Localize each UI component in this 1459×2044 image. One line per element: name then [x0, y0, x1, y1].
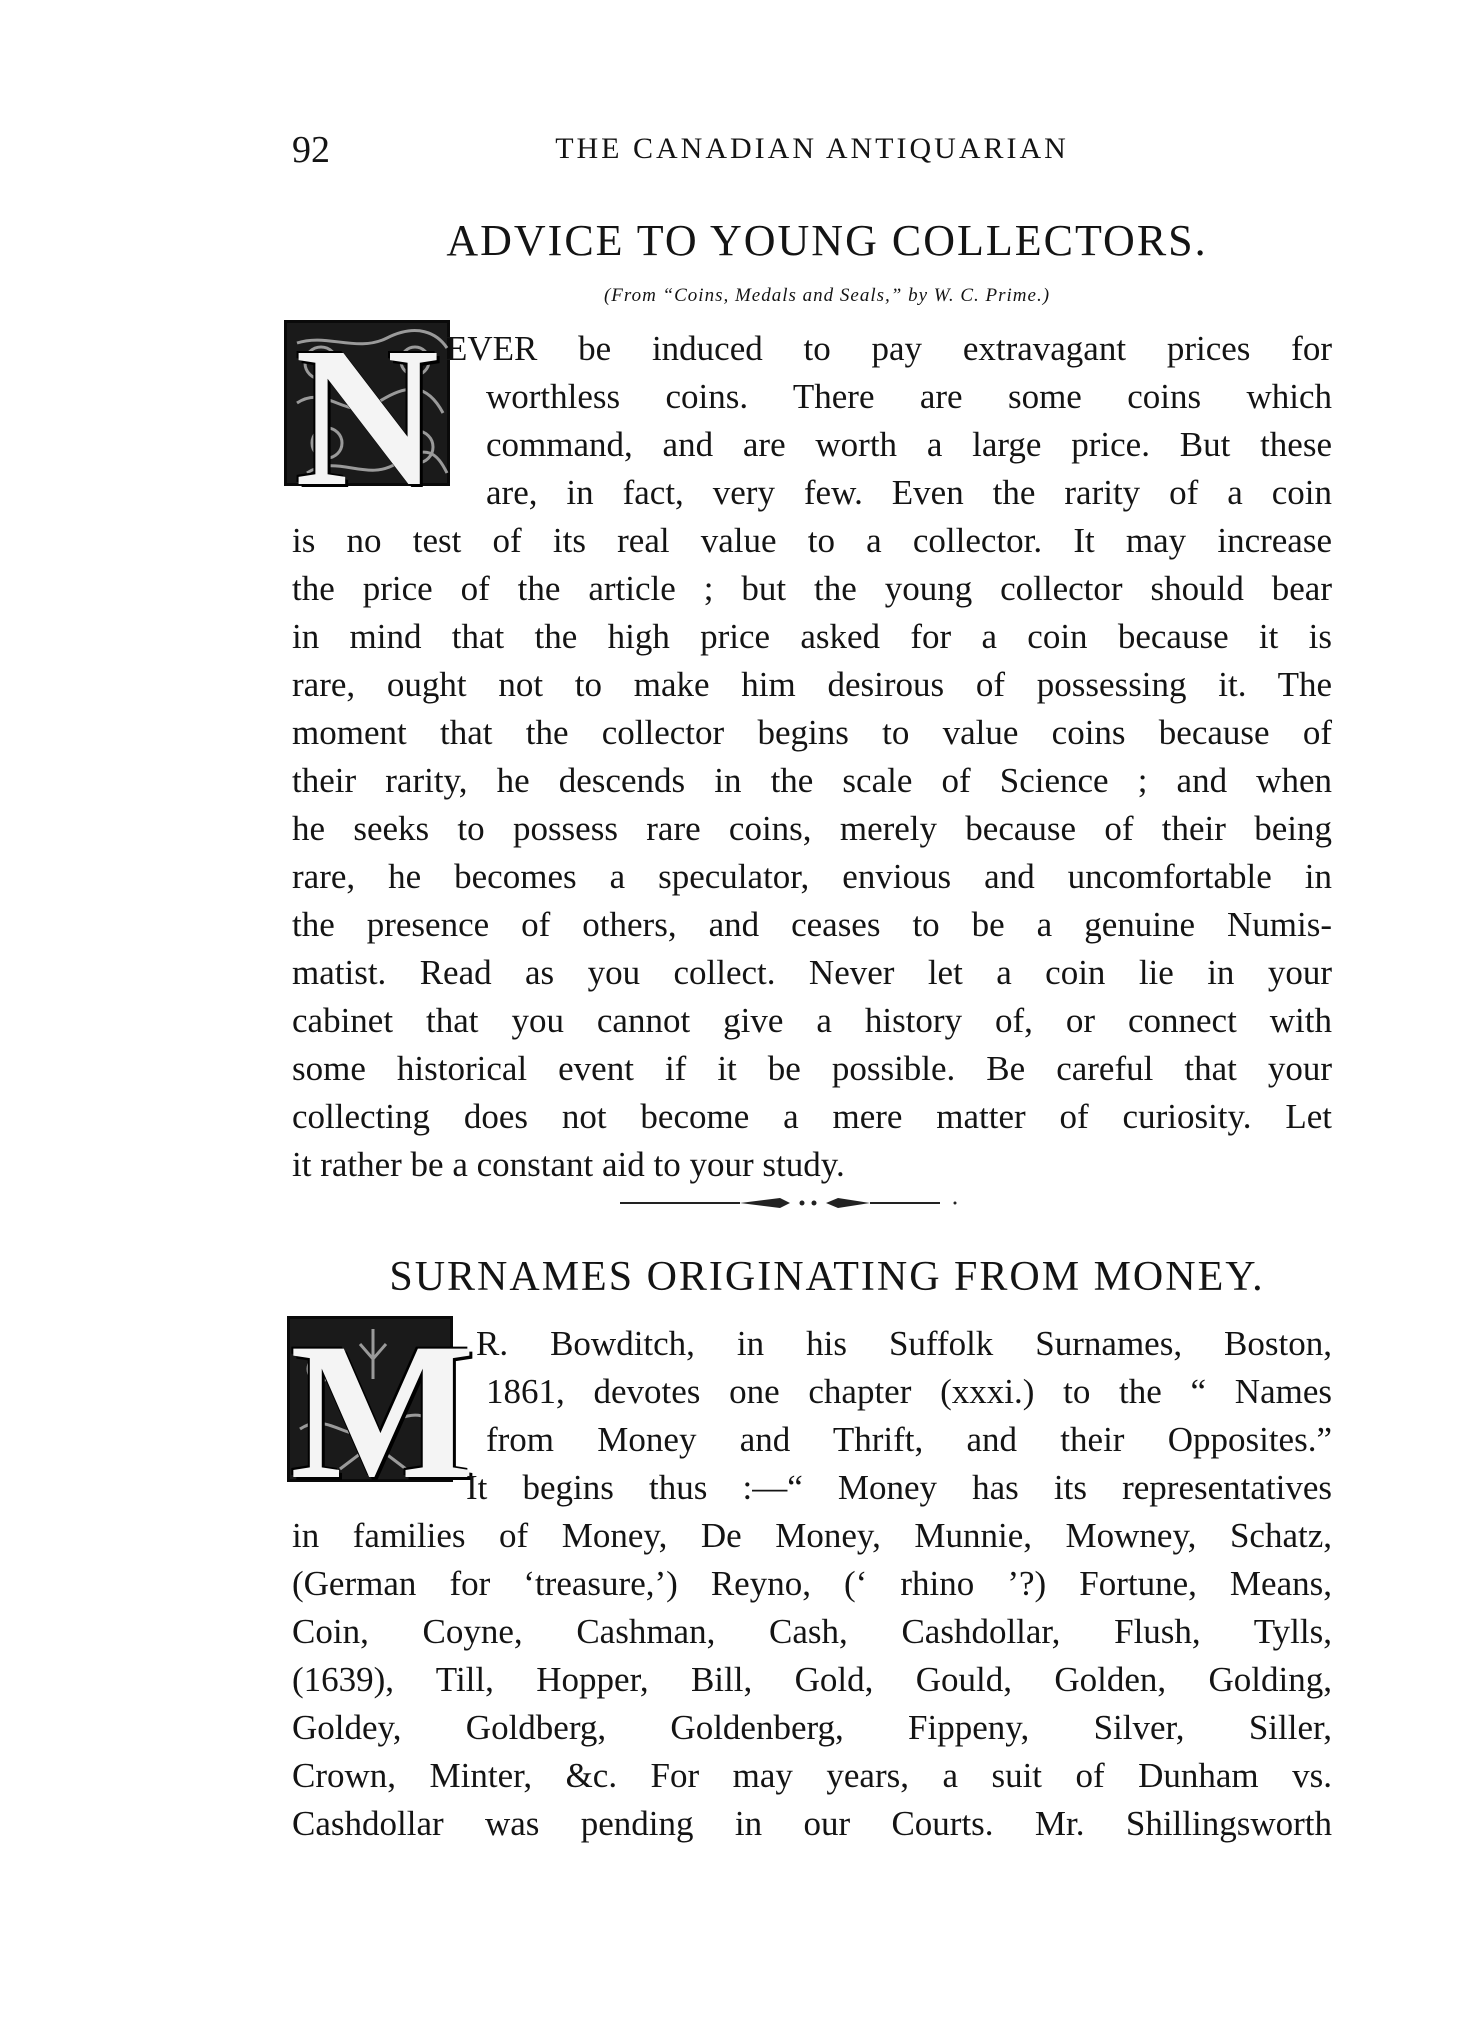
text-line: R. Bowditch, in his Suffolk Surnames, Boston, — [476, 1324, 1332, 1363]
decorative-initial-n — [284, 307, 450, 528]
text-line: are, in fact, very few. Even the rarity of a coin — [486, 473, 1332, 512]
text-line: collecting does not become a mere matter of curiosity. Let — [292, 1097, 1332, 1136]
text-line: cabinet that you cannot give a history of, or connect with — [292, 1001, 1332, 1040]
page-number: 92 — [292, 129, 330, 171]
text-line: their rarity, he descends in the scale of Science ; and when — [292, 761, 1332, 800]
text-line: the price of the article ; but the young collector should bear — [292, 569, 1332, 608]
text-line: (German for ‘treasure,’) Reyno, (‘ rhino ’?) Fortune, Means, — [292, 1564, 1332, 1603]
text-line: some historical event if it be possible. Be careful that your — [292, 1049, 1332, 1088]
text-line: Crown, Minter, &c. For may years, a suit of Dunham vs. — [292, 1756, 1332, 1795]
section-divider-ornament — [620, 1195, 960, 1211]
text-line: 1861, devotes one chapter (xxxi.) to the “ Names — [486, 1372, 1332, 1411]
page-header — [292, 128, 1332, 172]
text-line: EVER be induced to pay extravagant prices for — [446, 329, 1332, 368]
text-line: Coin, Coyne, Cashman, Cash, Cashdollar, Flush, Tylls, — [292, 1612, 1332, 1651]
article-title-advice: ADVICE TO YOUNG COLLECTORS. — [446, 216, 1208, 265]
text-line: in families of Money, De Money, Munnie, Mowney, Schatz, — [292, 1516, 1332, 1555]
text-line: rare, he becomes a speculator, envious and uncomfortable in — [292, 857, 1332, 896]
text-line: the presence of others, and ceases to be a genuine Numis- — [292, 905, 1332, 944]
article-source-citation: (From “Coins, Medals and Seals,” by W. C. Prime.) — [603, 285, 1051, 306]
initial-letter: M — [290, 1303, 475, 1520]
text-line: Goldey, Goldberg, Goldenberg, Fippeny, Silver, Siller, — [292, 1708, 1332, 1747]
text-line: it rather be a constant aid to your study. — [292, 1145, 845, 1184]
text-line: rare, ought not to make him desirous of possessing it. The — [292, 665, 1332, 704]
text-line: (1639), Till, Hopper, Bill, Gold, Gould, Golden, Golding, — [292, 1660, 1332, 1699]
text-line: It begins thus :—“ Money has its representatives — [466, 1468, 1332, 1507]
article-title-surnames: SURNAMES ORIGINATING FROM MONEY. — [389, 1254, 1265, 1300]
text-line: from Money and Thrift, and their Opposites.” — [486, 1420, 1332, 1459]
text-line: worthless coins. There are some coins which — [486, 377, 1332, 416]
running-head: THE CANADIAN ANTIQUARIAN — [555, 132, 1069, 165]
text-line: command, and are worth a large price. But these — [486, 425, 1332, 464]
text-line: in mind that the high price asked for a coin because it is — [292, 617, 1332, 656]
text-line: he seeks to possess rare coins, merely because of their being — [292, 809, 1332, 848]
decorative-initial-m — [287, 1303, 475, 1520]
text-line: moment that the collector begins to value coins because of — [292, 713, 1332, 752]
text-line: Cashdollar was pending in our Courts. Mr. Shillingsworth — [292, 1804, 1332, 1843]
initial-letter: N — [294, 307, 440, 528]
text-line: matist. Read as you collect. Never let a coin lie in your — [292, 953, 1332, 992]
text-line: is no test of its real value to a collector. It may increase — [292, 521, 1332, 560]
